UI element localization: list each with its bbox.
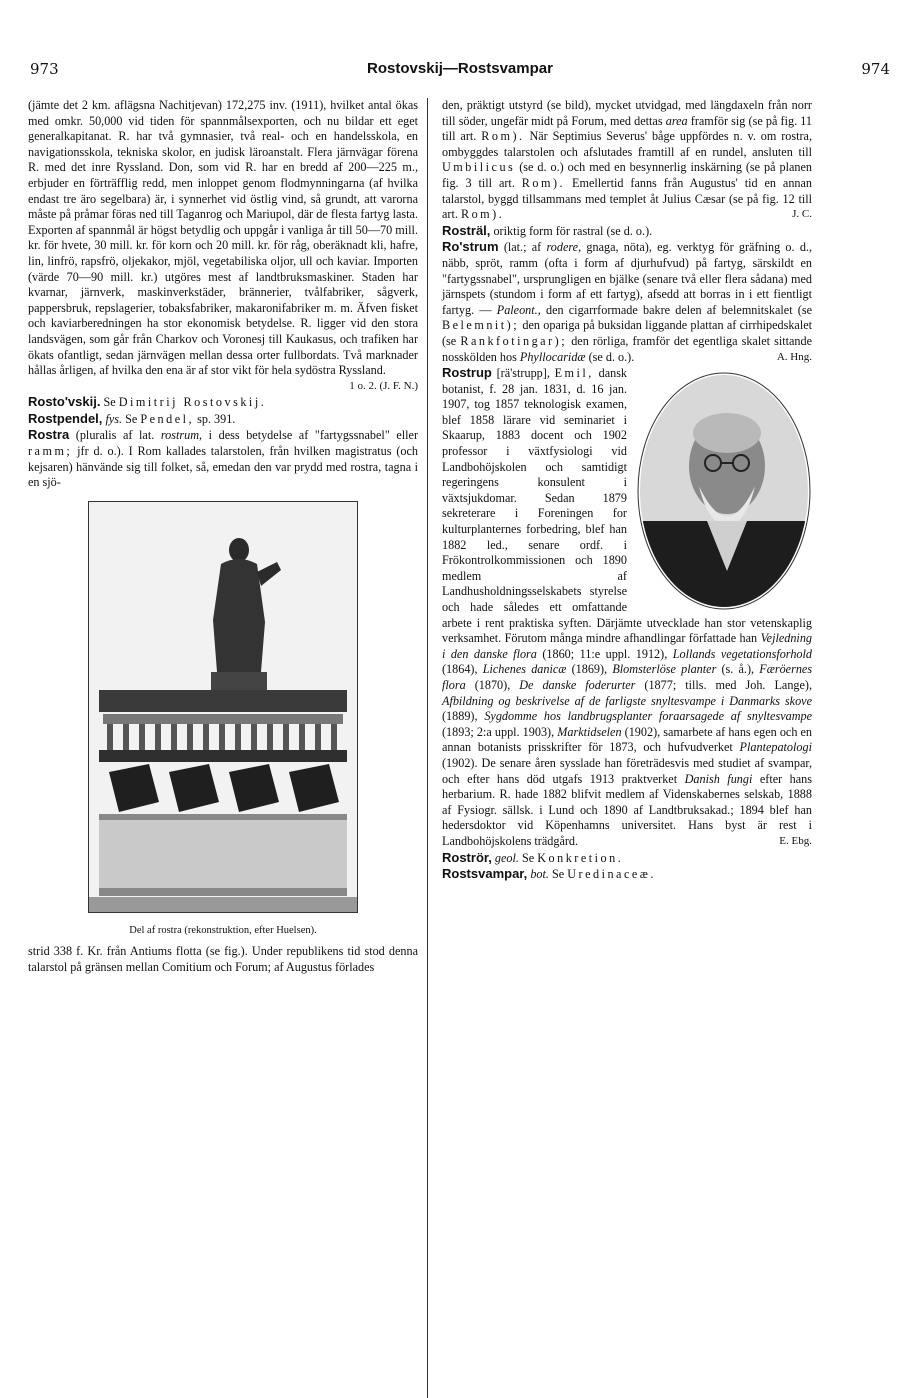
- entry-rostra-continued: strid 338 f. Kr. från Antiums flotta (se fig.). Under republikens tid stod denna talarstol på gränsen mellan Comitium och Forum; af Augustus förlades: [28, 944, 418, 975]
- rostra-reconstruction-image: [89, 502, 357, 912]
- headword: Ro'strum: [442, 239, 499, 255]
- headword: Rostra: [28, 427, 70, 443]
- cross-reference: Rom).: [521, 175, 566, 190]
- entry-rostsvampar: Rostsvampar, bot. Se Uredinaceæ.: [442, 866, 656, 882]
- page-header: [30, 60, 890, 86]
- signature: A. Hng.: [776, 350, 812, 363]
- headword: Rostrup: [442, 365, 492, 381]
- headword: Roströr,: [442, 849, 492, 865]
- headword: Rosträl,: [442, 222, 491, 238]
- cross-reference: Dimitrij Rostovskij.: [118, 395, 267, 410]
- entry-rostov-continued: (jämte det 2 km. aflägsna Nachitjevan) 172,275 inv. (1911), hvilket antal ökas med omkr. 50,000 vid tiden för spannmålsexporten, och nu bildar ett eget generalkapitanat. R. har två gymnasier, två real- och en handelsskola, en navigationsskola, tekniska skolor, en judisk läroanstalt. Flera järnvägar förena R. med det inre Ryssland. Don, som vid R. har en bredd af 200—225 m., erbjuder en förträfflig redd, men inloppet genom flodmynningarna (af hvilka endast tre äro segelbara) är, i synnerhet vid östlig vind, så grundt, att varorna måste på pråmar föras ned till Taganrog och Mariupol, där de flesta fartyg lasta. Exporten af spannmål är högst betydlig och uppgår i vanliga år till 50—70 mill. kr. för hvete, 30 mill. kr. för korn och 20 mill. kr. för råg, oberäknadt kli, hafre, lin, linfrö, rapsfrö, oljekakor, mjöl, vegetabiliska oljor, ull och kaviar. Importen (värde 70—90 mill. kr.) utgöres mest af landtbruksmaskiner. Staden har kvarnar, järnverk, maskinverkstäder, brännerier, tvålfabriker, sågverk, pappersbruk, repslagerier, tobaksfabriker, makaronifabriker m. m. Äfven fisket och kaviarberedningen ha stor ekonomisk betydelse. R. ligger vid den stora landsvägen, som går från Charkov och Voronesj till Kaukasus, och trafiken har ökats ofantligt, sedan järnvägen mellan dessa orter fullbordats. Två marknader hållas årligen, af hvilka den ena är af stor vikt för hela sydöstra Ryssland. 1 o. 2. (J. F. N.): [28, 98, 418, 379]
- running-title: Rostovskij—Rostsvampar: [367, 60, 553, 77]
- right-column: [442, 98, 812, 883]
- headword: Rosto'vskij.: [28, 394, 101, 410]
- rostra-figure: [28, 501, 418, 939]
- page-number-left: 973: [30, 60, 59, 78]
- signature: J. C.: [792, 208, 812, 221]
- headword: Rostpendel,: [28, 410, 103, 426]
- cross-reference: Konkretion.: [537, 850, 624, 865]
- cross-reference: Umbilicus: [442, 160, 516, 175]
- entry-rostra-right: den, präktigt utstyrd (se bild), mycket utvidgad, med längdaxeln från norr till söder, ungefär midt på Forum, med dettas area framför sig (se på fig. 11 till art. Rom). När Septimius Severus' båge uppfördes n. v. om rostra, ombyggdes talarstolen och afslutades framtill af en rundel, ansluten till Umbilicus (se d. o.) och med en besynnerlig inskärning (se på planen fig. 3 till art. Rom). Emellertid fanns från Augustus' tid en annan talarstol, byggd tillsammans med templet åt Julius Cæsar (se på fig. 12 till art. Rom). J. C.: [442, 98, 813, 222]
- entry-rostror: Roströr, geol. Se Konkretion.: [442, 849, 624, 865]
- cross-reference: ramm;: [28, 444, 73, 459]
- signature: E. Ebg.: [779, 834, 812, 847]
- left-column: [28, 98, 418, 976]
- entry-rostra: Rostra (pluralis af lat. rostrum, i dess betydelse af "fartygssnabel" eller ramm; jfr d. o.). I Rom kallades talarstolen, från hvilken magistratus (och kejsaren) hänvände sig till folket, så, emedan den var prydd med rostra, tagna i en sjö-: [28, 427, 419, 490]
- headword: Rostsvampar,: [442, 866, 528, 882]
- cross-reference: Rankfotingar);: [460, 333, 568, 348]
- page-number-right: 974: [861, 60, 890, 78]
- cross-reference: Rom).: [481, 129, 525, 144]
- entry-rostpendel: Rostpendel, fys. Se Pendel, sp. 391.: [28, 410, 236, 426]
- cross-reference: Pendel,: [140, 411, 195, 426]
- portrait-image: [637, 371, 812, 611]
- cross-reference: Belemnit);: [442, 318, 520, 333]
- rostra-illustration: [88, 501, 358, 913]
- entry-rostovskij: Rosto'vskij. Se Dimitrij Rostovskij.: [28, 394, 267, 410]
- entry-rostral: Rosträl, oriktig form för rastral (se d. o.).: [442, 222, 653, 238]
- entry-rostrup: Rostrup [rä'strupp], Emil, dansk botanist, f. 28 jan. 1831, d. 16 jan. 1907, tog 1857 teknologisk examen, blef 1858 lärare vid seminariet i Skaarup, 1883 docent och 1902 professor i växtfysiologi vid Landbohöjskolen och samtidigt regeringens konsulent i växtsjukdomar. Sedan 1879 sekreterare i Foreningen for kulturplanternes forbedring, blef han 1882 led., senare ordf. i Frökontrolkommissionen och 1890 medlem af Landhusholdningsselskabets styrelse och hade således ett omfattande arbete i rent praktiska syften. Därjämte utvecklade han stor vetenskaplig verksamhet. Förutom många mindre afhandlingar författade han Vejledning i den danske flora (1860; 11:e uppl. 1912), Lollands vegetationsforhold (1864), Lichenes danicæ (1869), Blomsterlöse planter (s. å.), Færöernes flora (1870), De danske foderurter (1877; tills. med Joh. Lange), Afbildning og beskrivelse af de farligste snyltesvampe i Danmarks skove (1889), Sygdomme hos landbrugsplanter foraarsagede af snyltesvampe (1893; 2:a uppl. 1903), Marktidselen (1902), samarbete af hans egen och en annan botanists prisskrifter för 1873, och hufvudverket Plantepatologi (1902). De senare åren sysslade han företrädesvis med studiet af svampar, och efter hans död utgafs 1913 praktverket Danish fungi efter hans herbarium. R. hade 1882 blifvit medlem af Videnskabernes selskab, 1888 af Fysiogr. sällsk. i Lund och 1890 af Landtbruksakad.; 1894 blef han hedersdoktor vid Köpenhamns universitet. Hans byst är rest i Landbohöjskolens trädgård. E. Ebg.: [442, 365, 813, 848]
- cross-reference: Uredinaceæ.: [567, 867, 656, 882]
- cross-reference: Rom).: [460, 207, 505, 222]
- rostrup-portrait: [637, 371, 812, 611]
- column-divider: [427, 98, 428, 1398]
- signature: 1 o. 2. (J. F. N.): [349, 379, 418, 392]
- figure-caption: Del af rostra (rekonstruktion, efter Huelsen).: [129, 924, 317, 936]
- entry-rostrum: Ro'strum (lat.; af rodere, gnaga, nöta), eg. verktyg för gräfning o. d., näbb, spröt, ramm (ofta i form af djurhufvud) på fartyg, särskildt en "fartygssnabel", ursprungligen en bjälke (senare två eller flera sådana) med järnspets (stundom i form af ett fartyg), afsedd att borras in i ett fientligt fartyg. — Paleont., den cigarrformade bakre delen af belemnitskalet (se Belemnit); den opariga på buksidan liggande plattan af cirrhipedskalet (se Rankfotingar); den rörliga, framför det egentliga skalet sittande nosskölden hos Phyllocaridæ (se d. o.). A. Hng.: [442, 239, 813, 364]
